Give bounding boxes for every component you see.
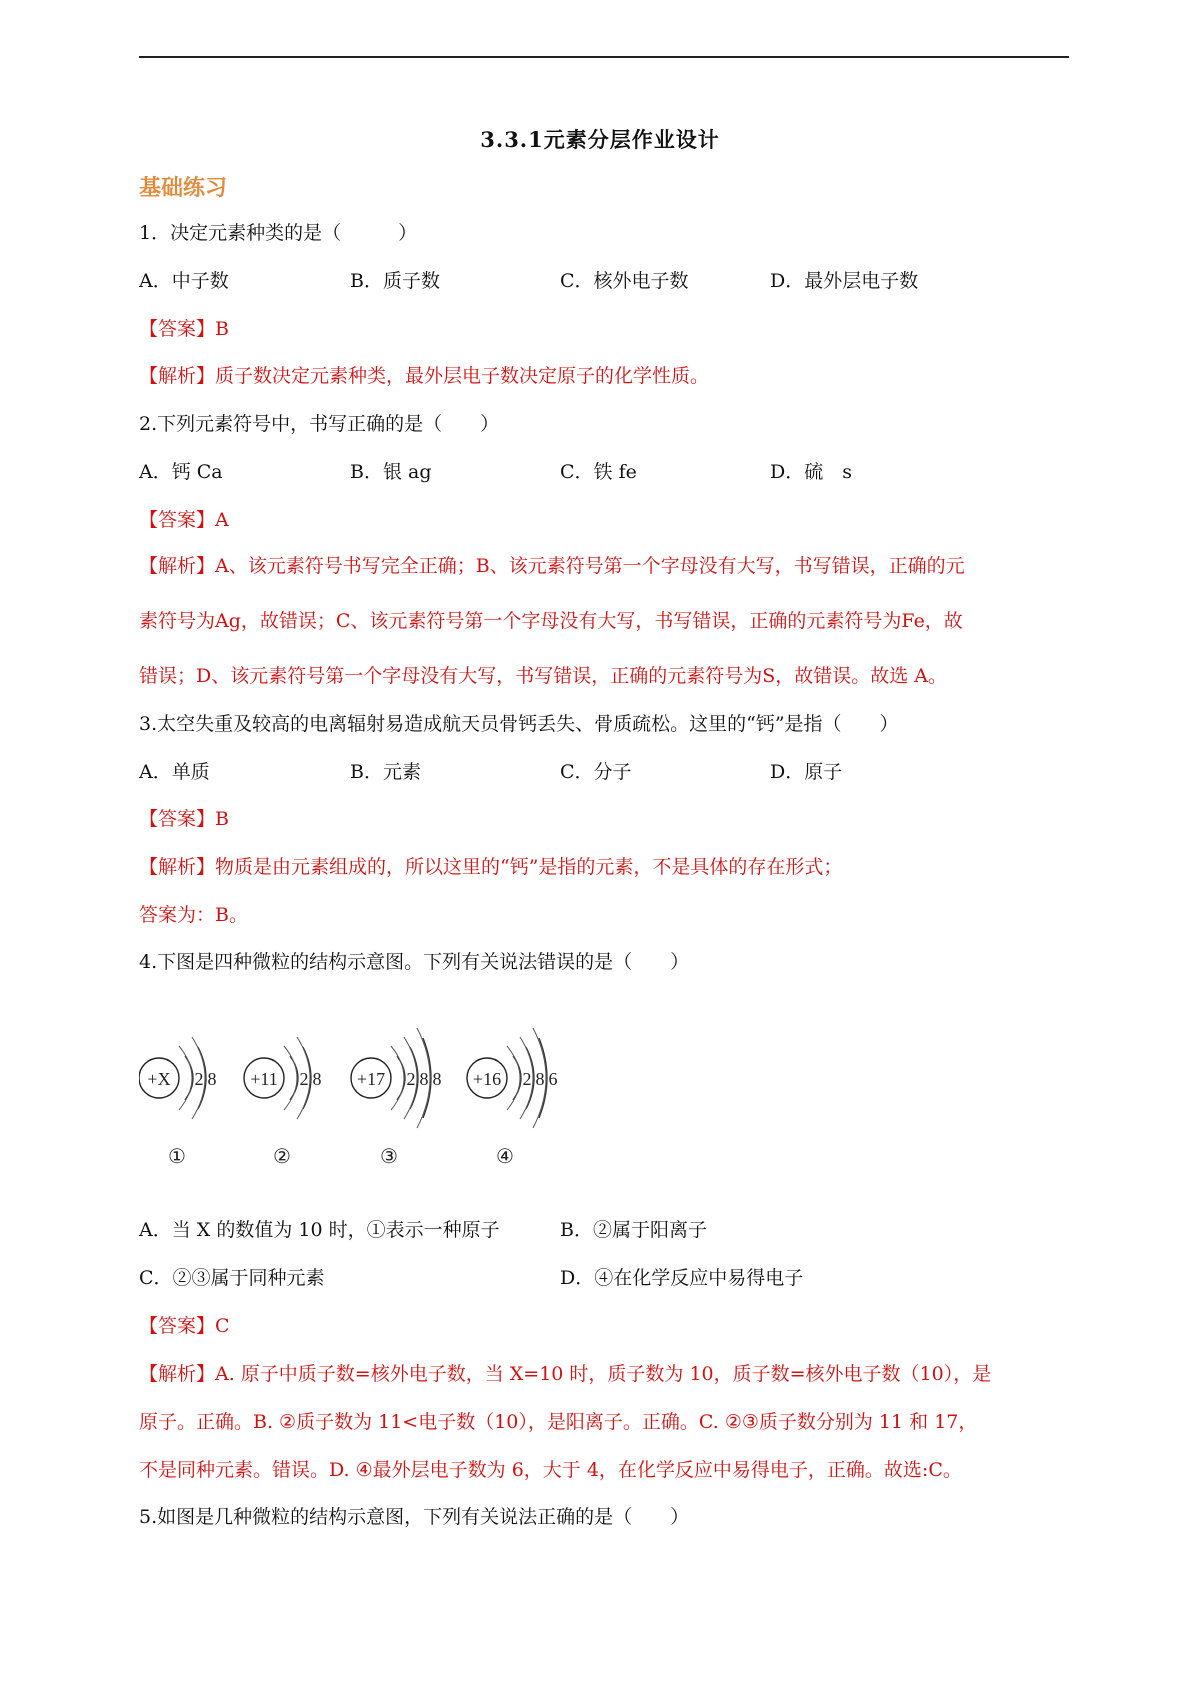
q2-option-c: C．铁 fe [560, 461, 637, 483]
shell-electron-count: 8 [312, 1069, 322, 1089]
nucleus-charge: +X [147, 1069, 171, 1089]
q4-analysis-line-1: 【解析】A. 原子中质子数=核外电子数，当 X=10 时，质子数为 10，质子数=核外电子数（10），是 [139, 1363, 992, 1385]
q5-stem: 5.如图是几种微粒的结构示意图，下列有关说法正确的是（ ） [139, 1506, 690, 1528]
q2-stem: 2.下列元素符号中，书写正确的是（ ） [139, 413, 500, 435]
q4-analysis-line-3: 不是同种元素。错误。D. ④最外层电子数为 6，大于 4，在化学反应中易得电子，正确。故选:C。 [139, 1459, 962, 1481]
atom-4 [467, 1028, 558, 1168]
q2-option-a: A．钙 Ca [139, 461, 223, 483]
shell-electron-count: 2 [194, 1069, 204, 1089]
nucleus-charge: +17 [356, 1069, 386, 1089]
electron-shell-arc-outer [507, 1046, 520, 1110]
nucleus-charge: +16 [472, 1069, 502, 1089]
shell-electron-count: 2 [406, 1069, 416, 1089]
page-title: 3.3.1元素分层作业设计 [480, 127, 720, 152]
q1-option-a: A．中子数 [139, 270, 229, 292]
shell-electron-count: 2 [522, 1069, 532, 1089]
shell-electron-count: 8 [207, 1069, 217, 1089]
q3-conclusion: 答案为：B。 [139, 904, 248, 926]
q3-option-b: B．元素 [350, 761, 421, 783]
q1-analysis: 【解析】质子数决定元素种类，最外层电子数决定原子的化学性质。 [139, 365, 710, 387]
q1-option-b: B．质子数 [350, 270, 440, 292]
q3-answer: 【答案】B [139, 808, 229, 830]
atom-3 [351, 1028, 442, 1168]
q3-stem: 3.太空失重及较高的电离辐射易造成航天员骨钙丢失、骨质疏松。这里的“钙”是指（ ） [139, 713, 899, 735]
q1-answer: 【答案】B [139, 318, 229, 340]
electron-shell-arc-outer [284, 1046, 297, 1110]
q1-option-d: D．最外层电子数 [770, 270, 919, 292]
q3-analysis: 【解析】物质是由元素组成的，所以这里的“钙”是指的元素，不是具体的存在形式； [139, 856, 843, 878]
electron-shell-arc-outer [179, 1046, 192, 1110]
atom-label: ④ [496, 1144, 514, 1168]
q2-answer: 【答案】A [139, 509, 229, 531]
nucleus-charge: +11 [250, 1069, 278, 1089]
q2-analysis-line-2: 素符号为Ag，故错误；C、该元素符号第一个字母没有大写，书写错误，正确的元素符号为Fe，故 [139, 610, 963, 632]
shell-electron-count: 8 [419, 1069, 429, 1089]
atom-structure-figure [139, 1008, 599, 1188]
q1-stem: 1．决定元素种类的是（ ） [139, 222, 418, 244]
q3-option-a: A．单质 [139, 761, 210, 783]
q2-analysis-line-1: 【解析】A、该元素符号书写完全正确；B、该元素符号第一个字母没有大写，书写错误，正确的元 [139, 555, 965, 577]
q1-option-c: C．核外电子数 [560, 270, 689, 292]
q4-analysis-line-2: 原子。正确。B. ②质子数为 11<电子数（10），是阳离子。正确。C. ②③质子数分别为 11 和 17， [139, 1411, 978, 1433]
shell-electron-count: 8 [535, 1069, 545, 1089]
electron-shell-arc-outer [391, 1046, 404, 1110]
q2-option-d: D．硫 s [770, 461, 852, 483]
shell-electron-count: 2 [299, 1069, 309, 1089]
q4-answer: 【答案】C [139, 1315, 230, 1337]
atom-1 [139, 1037, 217, 1168]
q2-analysis-line-3: 错误；D、该元素符号第一个字母没有大写，书写错误，正确的元素符号为S，故错误。故选 A。 [139, 665, 948, 687]
q3-option-c: C．分子 [560, 761, 632, 783]
atom-label: ① [168, 1144, 186, 1168]
atom-2 [244, 1037, 322, 1168]
atom-label: ② [273, 1144, 291, 1168]
q4-option-a: A．当 X 的数值为 10 时，①表示一种原子 [139, 1219, 500, 1241]
header-rule [139, 56, 1069, 58]
shell-electron-count: 8 [432, 1069, 442, 1089]
q4-option-d: D．④在化学反应中易得电子 [560, 1267, 804, 1289]
section-heading: 基础练习 [139, 175, 228, 201]
atom-label: ③ [380, 1144, 398, 1168]
q2-option-b: B．银 ag [350, 461, 432, 483]
q3-option-d: D．原子 [770, 761, 843, 783]
shell-electron-count: 6 [548, 1069, 558, 1089]
q4-option-b: B．②属于阳离子 [560, 1219, 707, 1241]
q4-option-c: C．②③属于同种元素 [139, 1267, 325, 1289]
q4-stem: 4.下图是四种微粒的结构示意图。下列有关说法错误的是（ ） [139, 951, 690, 973]
